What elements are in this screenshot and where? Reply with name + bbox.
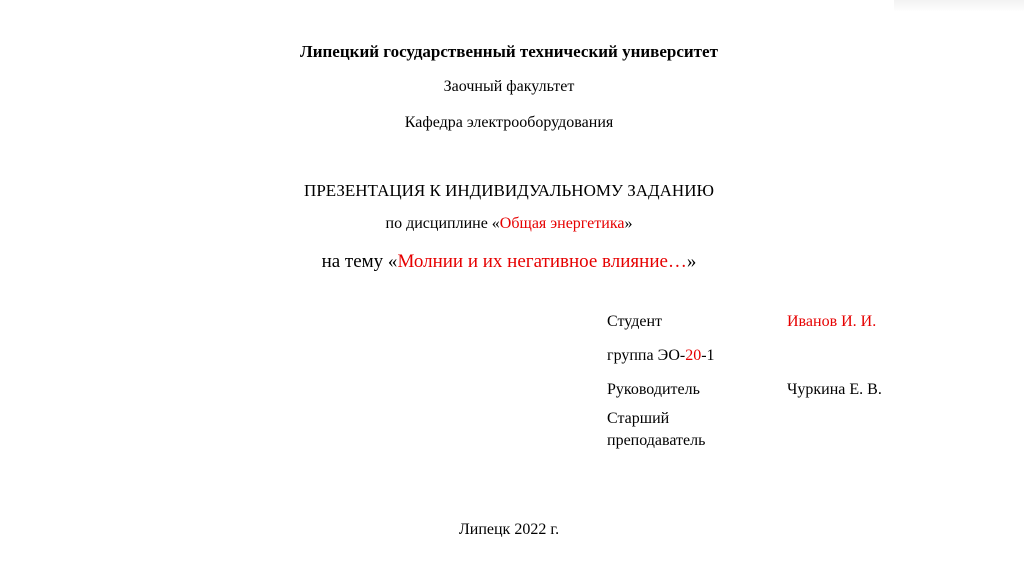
city-year: Липецк 2022 г. <box>458 521 560 538</box>
supervisor-name: Чуркина Е. В. <box>787 381 882 398</box>
discipline-suffix: » <box>624 215 633 232</box>
corner-shading <box>894 0 1024 12</box>
student-label: Студент <box>607 313 663 330</box>
topic-suffix: » <box>686 251 697 272</box>
group-suffix: -1 <box>701 347 715 364</box>
faculty-name: Заочный факультет <box>443 78 575 95</box>
discipline-line <box>0 215 1018 233</box>
topic-line <box>0 251 1018 273</box>
supervisor-position: Старший преподаватель <box>607 410 706 449</box>
presentation-title: ПРЕЗЕНТАЦИЯ К ИНДИВИДУАЛЬНОМУ ЗАДАНИЮ <box>304 181 714 200</box>
group-year: 20 <box>685 347 702 364</box>
student-name: Иванов И. И. <box>787 313 877 330</box>
discipline-name: Общая энергетика <box>499 215 625 232</box>
university-name: Липецкий государственный технический университет <box>300 42 718 61</box>
supervisor-label: Руководитель <box>607 381 700 398</box>
topic-prefix: на тему « <box>321 251 398 272</box>
department-name: Кафедра электрооборудования <box>404 114 614 131</box>
discipline-prefix: по дисциплине « <box>385 215 500 232</box>
topic-name: Молнии и их негативное влияние… <box>397 251 687 272</box>
group-prefix: группа ЭО- <box>607 347 686 364</box>
group-line <box>607 347 715 365</box>
